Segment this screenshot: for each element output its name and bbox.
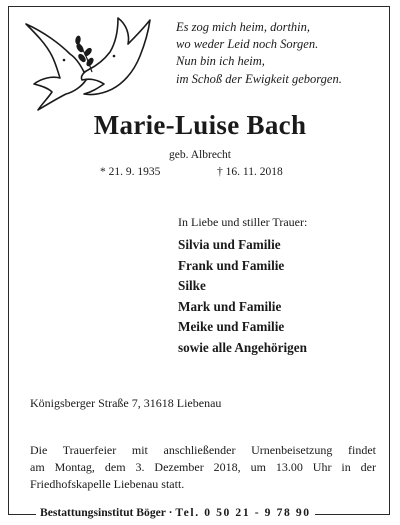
footer-undertaker [36, 506, 315, 519]
mourner-item: Meike und Familie [178, 319, 285, 335]
mourners-list [178, 235, 307, 359]
mourner-item: Silvia und Familie [178, 237, 281, 252]
poem-line: wo weder Leid noch Sorgen. [176, 37, 319, 52]
mourner-item: Mark und Familie [178, 298, 282, 314]
mourner-item: Silke [178, 278, 206, 294]
mourning-intro: In Liebe und stiller Trauer: [178, 215, 308, 229]
undertaker-phone: Tel. 0 50 21 - 9 78 90 [175, 506, 311, 519]
undertaker-name: Bestattungsinstitut Böger [40, 506, 166, 519]
footer-separator: · [168, 506, 173, 519]
poem-line: im Schoß der Ewigkeit geborgen. [176, 71, 342, 86]
ceremony-line: am Montag, dem 3. Dezember 2018, um 13.00 Uhr in der [30, 460, 376, 474]
mourner-item: Frank und Familie [178, 257, 285, 273]
mourner-item: sowie alle Angehörigen [178, 339, 307, 355]
ceremony-line: Friedhofskapelle Liebenau statt. [30, 477, 185, 491]
address: Königsberger Straße 7, 31618 Liebenau [30, 396, 222, 410]
deceased-name: Marie-Luise Bach [93, 110, 307, 140]
birth-date: * 21. 9. 1935 [100, 166, 161, 178]
doves-icon [18, 14, 160, 114]
poem-line: Nun bin ich heim, [176, 54, 265, 69]
ceremony-line: Die Trauerfeier mit anschließender Urnenbeisetzung findet [30, 443, 376, 457]
poem-line: Es zog mich heim, dorthin, [176, 20, 311, 34]
death-date: † 16. 11. 2018 [217, 166, 283, 178]
poem [176, 19, 386, 88]
ceremony-text [30, 442, 376, 493]
maiden-name: geb. Albrecht [169, 149, 231, 161]
